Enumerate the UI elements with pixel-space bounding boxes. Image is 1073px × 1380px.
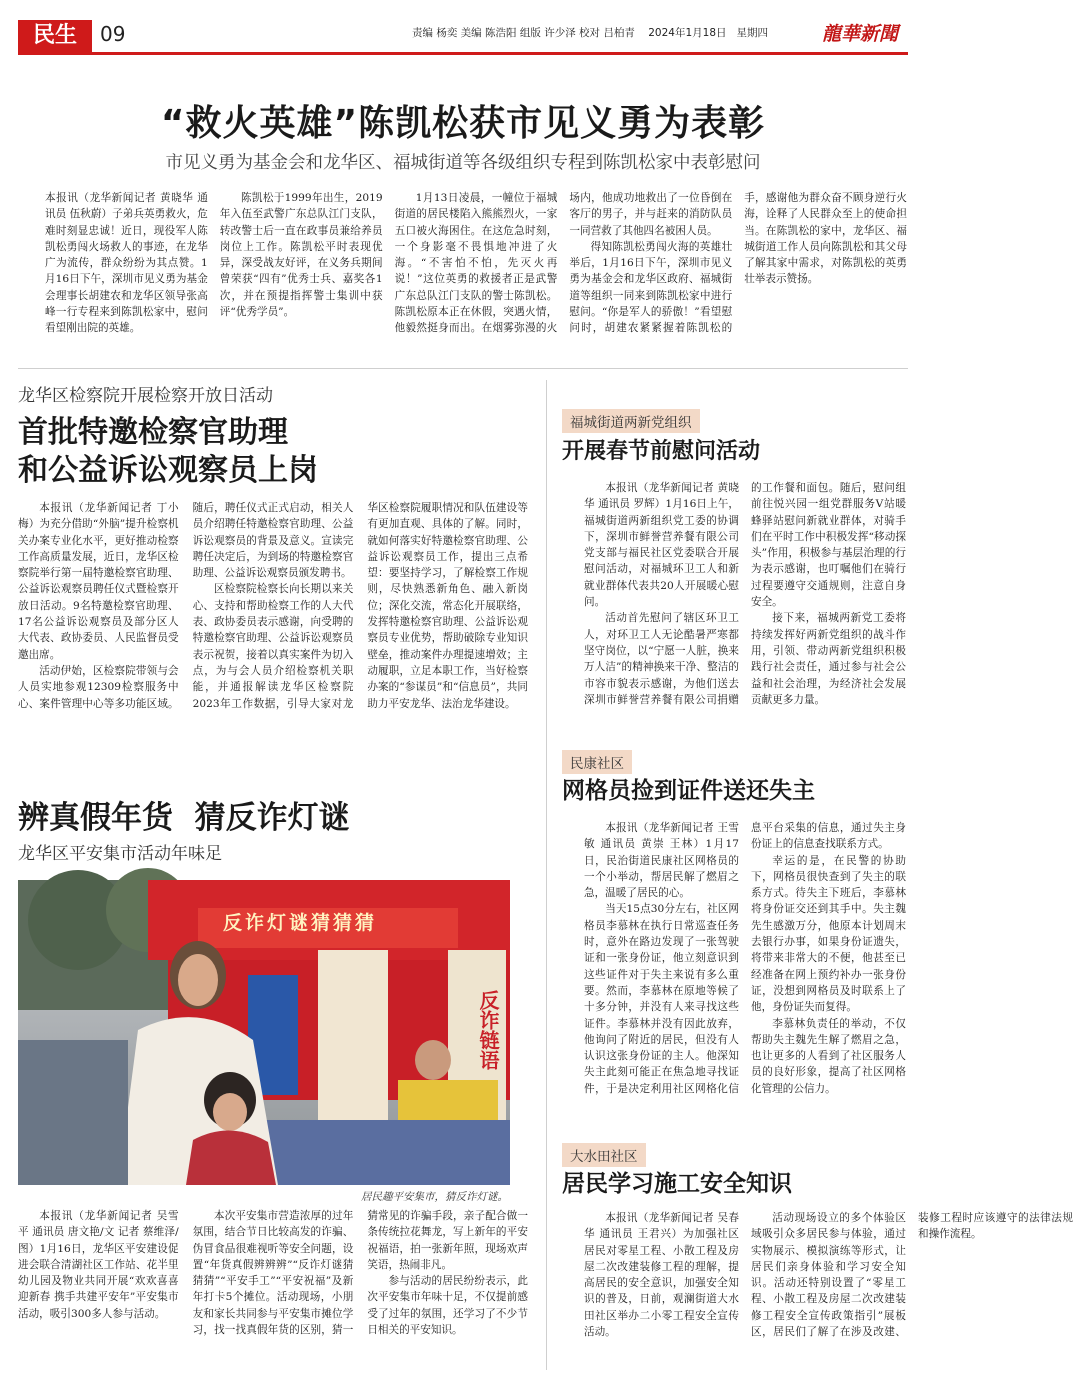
dst-tag-label: 大水田社区 xyxy=(562,1143,646,1167)
fc-headline: 开展春节前慰问活动 xyxy=(562,439,761,464)
lead-paragraph-2: 陈凯松于1999年出生，2019年入伍至武警广东总队江门支队，转改警士后一直在政事员兼给养员岗位上工作。陈凯松平时表现优异，深受战友好评，在义务兵期间曾荣获“四有”优秀士兵、嘉奖各1次，并在预提指挥警士集训中获评“优秀学员”。 xyxy=(219,192,383,319)
dst-article-body xyxy=(584,1210,1073,1372)
page-number: 09 xyxy=(100,22,126,46)
jcy-headline-line2: 和公益诉讼观察员上岗 xyxy=(18,453,318,488)
fair-article-body xyxy=(18,1208,528,1372)
mk-section-tag xyxy=(562,750,632,774)
jcy-paragraph-1: 本报讯（龙华新闻记者 丁小梅）为充分借助“外脑”提升检察机关办案专业化水平，更好推动检察工作高质量发展，近日，龙华区检察院举行第一届特邀检察官助理、公益诉讼观察员聘任仪式暨检察开放日活动。9名特邀检察官助理、17名公益诉讼观察员及部分区人大代表、政协委员、人民监督员受邀出席。 xyxy=(18,502,179,661)
header-rule xyxy=(18,52,908,55)
mk-tag-label: 民康社区 xyxy=(562,750,632,774)
dst-headline: 居民学习施工安全知识 xyxy=(562,1171,792,1197)
section-label: 民生 xyxy=(32,23,77,48)
fc-section-tag xyxy=(562,409,700,433)
section-divider xyxy=(18,368,908,369)
jcy-headline-line1: 首批特邀检察官助理 xyxy=(18,415,288,450)
jcy-paragraph-3: 区检察院检察长向长期以来关心、支持和帮助检察工作的人大代表、政协委员表示感谢，向受聘的特邀检察官助理、公益诉讼观察员表示祝贺，接着以真实案件为切入点，为与会人员介绍检察机关职能，并通报解读龙华区检察院2023年工作数据，引导大家对龙华区检察院履职情况和队伍建设等有更加直观、具体的了解。同时，就如何落实好特邀检察官助理、公益诉讼观察员工作，提出三点希望：要坚持学习，了解检察工作规则，尽快熟悉新角色、融入新岗位；深化交流，常态化开展联络，发挥特邀检察官助理、公益诉讼观察员专业优势，帮助破除专业知识壁垒，推动案件办理提速增效；主动履职，立足本职工作，当好检察办案的“参谋员”和“信息员”，共同助力平安龙华、法治龙华建设。 xyxy=(192,502,528,710)
mk-paragraph-3: 幸运的是，在民警的协助下，网格员很快查到了失主的联系方式。待失主下班后，李慕林将身份证交还到其手中。失主魏先生感激万分，他原本计划周末去银行办事，如果身份证遗失，将带来非常大的不便，他甚至已经准备在网上预约补办一张身份证，没想到网格员及时联系上了他，身份证失而复得。 xyxy=(751,854,906,1014)
lead-subheadline: 市见义勇为基金会和龙华区、福城街道等各级组织专程到陈凯松家中表彰慰问 xyxy=(165,153,761,173)
svg-text:反诈链语: 反诈链语 xyxy=(476,990,500,1070)
lead-article-body xyxy=(45,190,907,358)
fc-paragraph-2: 活动首先慰问了辖区环卫工人，对环卫工人无论酷暑严寒都坚守岗位，以“宁愿一人脏，换来万人洁”的精神换来干净、整洁的市容市貌表示感谢，为他们送去深圳市鲜誉营养餐有限公司捐赠的工作餐和面包。随后，慰问组前往悦兴园一组党群服务V站暖蜂驿站慰问新就业群体，对骑手们在平时工作中积极发挥“移动探头”作用，积极参与基层治理的行为表示感谢，也叮嘱他们在骑行过程要遵守交通规则，注意自身安全。 xyxy=(584,482,906,706)
dst-paragraph-2: 活动现场设立的多个体验区域吸引众多居民参与体验，通过实物展示、模拟演练等形式，让居民们亲身体验和学习安全知识。活动还特别设置了“零星工程、小散工程及房屋二次改建装修工程安全宣传政策指引”展板区，居民们了解了在涉及改建、装修工程时应该遵守的法律法规和操作流程。 xyxy=(751,1212,1073,1339)
masthead-logo: 龍華新聞 xyxy=(822,23,899,45)
issue-date: 2024年1月18日 xyxy=(648,27,727,39)
dst-section-tag xyxy=(562,1143,646,1167)
mk-article-body xyxy=(584,820,906,1132)
credits-text: 责编 杨奕 美编 陈浩阳 组版 许少泽 校对 吕柏青 xyxy=(412,27,635,39)
photo-caption: 居民趣平安集市，猜反诈灯谜。 xyxy=(361,1191,508,1203)
section-badge xyxy=(18,20,92,52)
lead-paragraph-4: 得知陈凯松勇闯火海的英雄壮举后，1月16日下午，深圳市见义勇为基金会和龙华区政府、福城街道等组织一同来到陈凯松家中进行慰问。“你是军人的骄傲！”看望慰问时，胡建农紧紧握着陈凯松的手，感谢他为群众奋不顾身逆行火海，诠释了人民群众至上的使命担当。在陈凯松的家中，龙华区、福城街道工作人员向陈凯松和其父母了解其家中需求，对陈凯松的英勇壮举表示赞扬。 xyxy=(569,192,907,335)
fair-photo xyxy=(18,880,510,1185)
header-credits xyxy=(412,25,792,40)
lead-paragraph-3: 1月13日凌晨，一幢位于福城街道的居民楼陷入熊熊烈火，一家五口被火海困住。在这危急时刻，一个身影毫不畏惧地冲进了火海。“不害怕不怕，先灭火再说！”这位英勇的救援者正是武警广东总队江门支队的警士陈凯松。陈凯松原本正在休假，突遇火情，他毅然挺身而出。在烟雾弥漫的火场内，他成功地救出了一位昏倒在客厅的男子，并与赶来的消防队员一同营救了其他四名被困人员。 xyxy=(394,192,733,335)
fair-subheadline: 龙华区平安集市活动年味足 xyxy=(18,844,222,864)
mk-headline: 网格员捡到证件送还失主 xyxy=(562,778,815,804)
fc-paragraph-1: 本报讯（龙华新闻记者 黄晓华 通讯员 罗辉）1月16日上午，福城街道两新组织党工委的协调下，深圳市鲜誉营养餐有限公司党支部与福民社区党委联合开展慰问活动，对福城环卫工人和新就业群体代表共20人开展暖心慰问。 xyxy=(584,482,739,609)
jcy-kicker: 龙华区检察院开展检察开放日活动 xyxy=(18,386,273,406)
photo-banner-text: 反诈灯谜猜猜猜 xyxy=(223,912,378,934)
mk-paragraph-1: 本报讯（龙华新闻记者 王雪敏 通讯员 黄崇 王林）1月17日，民治街道民康社区网格员的一个小举动，帮居民解了燃眉之急，温暖了居民的心。 xyxy=(584,822,739,900)
mk-paragraph-4: 李慕林负责任的举动，不仅帮助失主魏先生解了燃眉之急，也让更多的人看到了社区服务人员的良好形象，提高了社区网格化管理的公信力。 xyxy=(751,1017,906,1095)
lead-paragraph-1: 本报讯（龙华新闻记者 黄晓华 通讯员 伍秋蔚）子弟兵英勇救火，危难时刻显忠诚！近日，现役军人陈凯松勇闯火场救人的事迹，在龙华广为流传，群众纷纷为其点赞。1月16日下午，深圳市见义勇为基金会理事长胡建农和龙华区领导张高峰一行专程来到陈凯松家中，慰问看望刚出院的英雄。 xyxy=(45,192,208,335)
column-divider xyxy=(546,380,547,1370)
fair-paragraph-1: 本报讯（龙华新闻记者 吴雪平 通讯员 唐文艳/文 记者 蔡维泽/图）1月16日，龙华区平安建设促进会联合清湖社区工作站、花半里幼儿园及物业共同开展“欢欢喜喜迎新春 携手共建平安年”平安集市活动，吸引300多人参与活动。 xyxy=(18,1210,179,1320)
fc-article-body xyxy=(584,480,906,744)
fair-paragraph-2: 本次平安集市营造浓厚的过年氛围，结合节日比较高发的诈骗、伪冒食品很难视听等安全问题，设置“年货真假辨辨辨”“反诈灯谜猜猜猜”“平安手工”“平安祝福”及新年打卡5个摊位。活动现场，小朋友和家长共同参与平安集市摊位学习，找一找真假年货的区别，猜一猜常见的诈骗手段，亲子配合做一条传统拉花舞龙，写上新年的平安祝福语，拍一张新年照，现场欢声笑语，热闹非凡。 xyxy=(192,1210,528,1337)
jcy-paragraph-2: 活动伊始，区检察院带领与会人员实地参观12309检察服务中心、案件管理中心等多功能区域。随后，聘任仪式正式启动，相关人员介绍聘任特邀检察官助理、公益诉讼观察员的背景及意义。宣读完聘任决定后，为到场的特邀检察官助理、公益诉讼观察员颁发聘书。 xyxy=(18,502,354,710)
lead-headline: “救火英雄”陈凯松获市见义勇为表彰 xyxy=(160,103,766,144)
dst-paragraph-1: 本报讯（龙华新闻记者 吴春华 通讯员 王君兴）为加强社区居民对零星工程、小散工程及房屋二次改建装修工程的理解，提高居民的安全意识，加强安全知识的普及，日前，观澜街道大水田社区举办二小零工程安全宣传活动。 xyxy=(584,1212,739,1339)
fc-paragraph-3: 接下来，福城两新党工委将持续发挥好两新党组织的战斗作用，引领、带动两新党组织积极践行社会责任，通过参与社会公益和社会治理，为经济社会发展贡献更多力量。 xyxy=(751,612,906,706)
issue-weekday: 星期四 xyxy=(736,27,769,39)
mk-paragraph-2: 当天15点30分左右，社区网格员李慕林在执行日常巡查任务时，意外在路边发现了一张驾驶证和一张身份证，他立刻意识到这些证件对于失主来说有多么重要。然而，李慕林在原地等候了十多分钟，并没有人来寻找这些证件。李慕林并没有因此放弃，他询问了附近的居民，但没有人认识这张身份证的主人。他深知失主此刻可能正在焦急地寻找证件，于是决定利用社区网格化信息平台采集的信息，通过失主身份证上的信息查找联系方式。 xyxy=(584,822,906,1095)
fair-paragraph-3: 参与活动的居民纷纷表示，此次平安集市年味十足，不仅提前感受了过年的氛围，还学习了不少节日相关的平安知识。 xyxy=(367,1275,528,1337)
fc-tag-label: 福城街道两新党组织 xyxy=(562,409,700,433)
fair-headline: 辨真假年货 猜反诈灯谜 xyxy=(18,800,350,836)
jcy-article-body xyxy=(18,500,528,776)
